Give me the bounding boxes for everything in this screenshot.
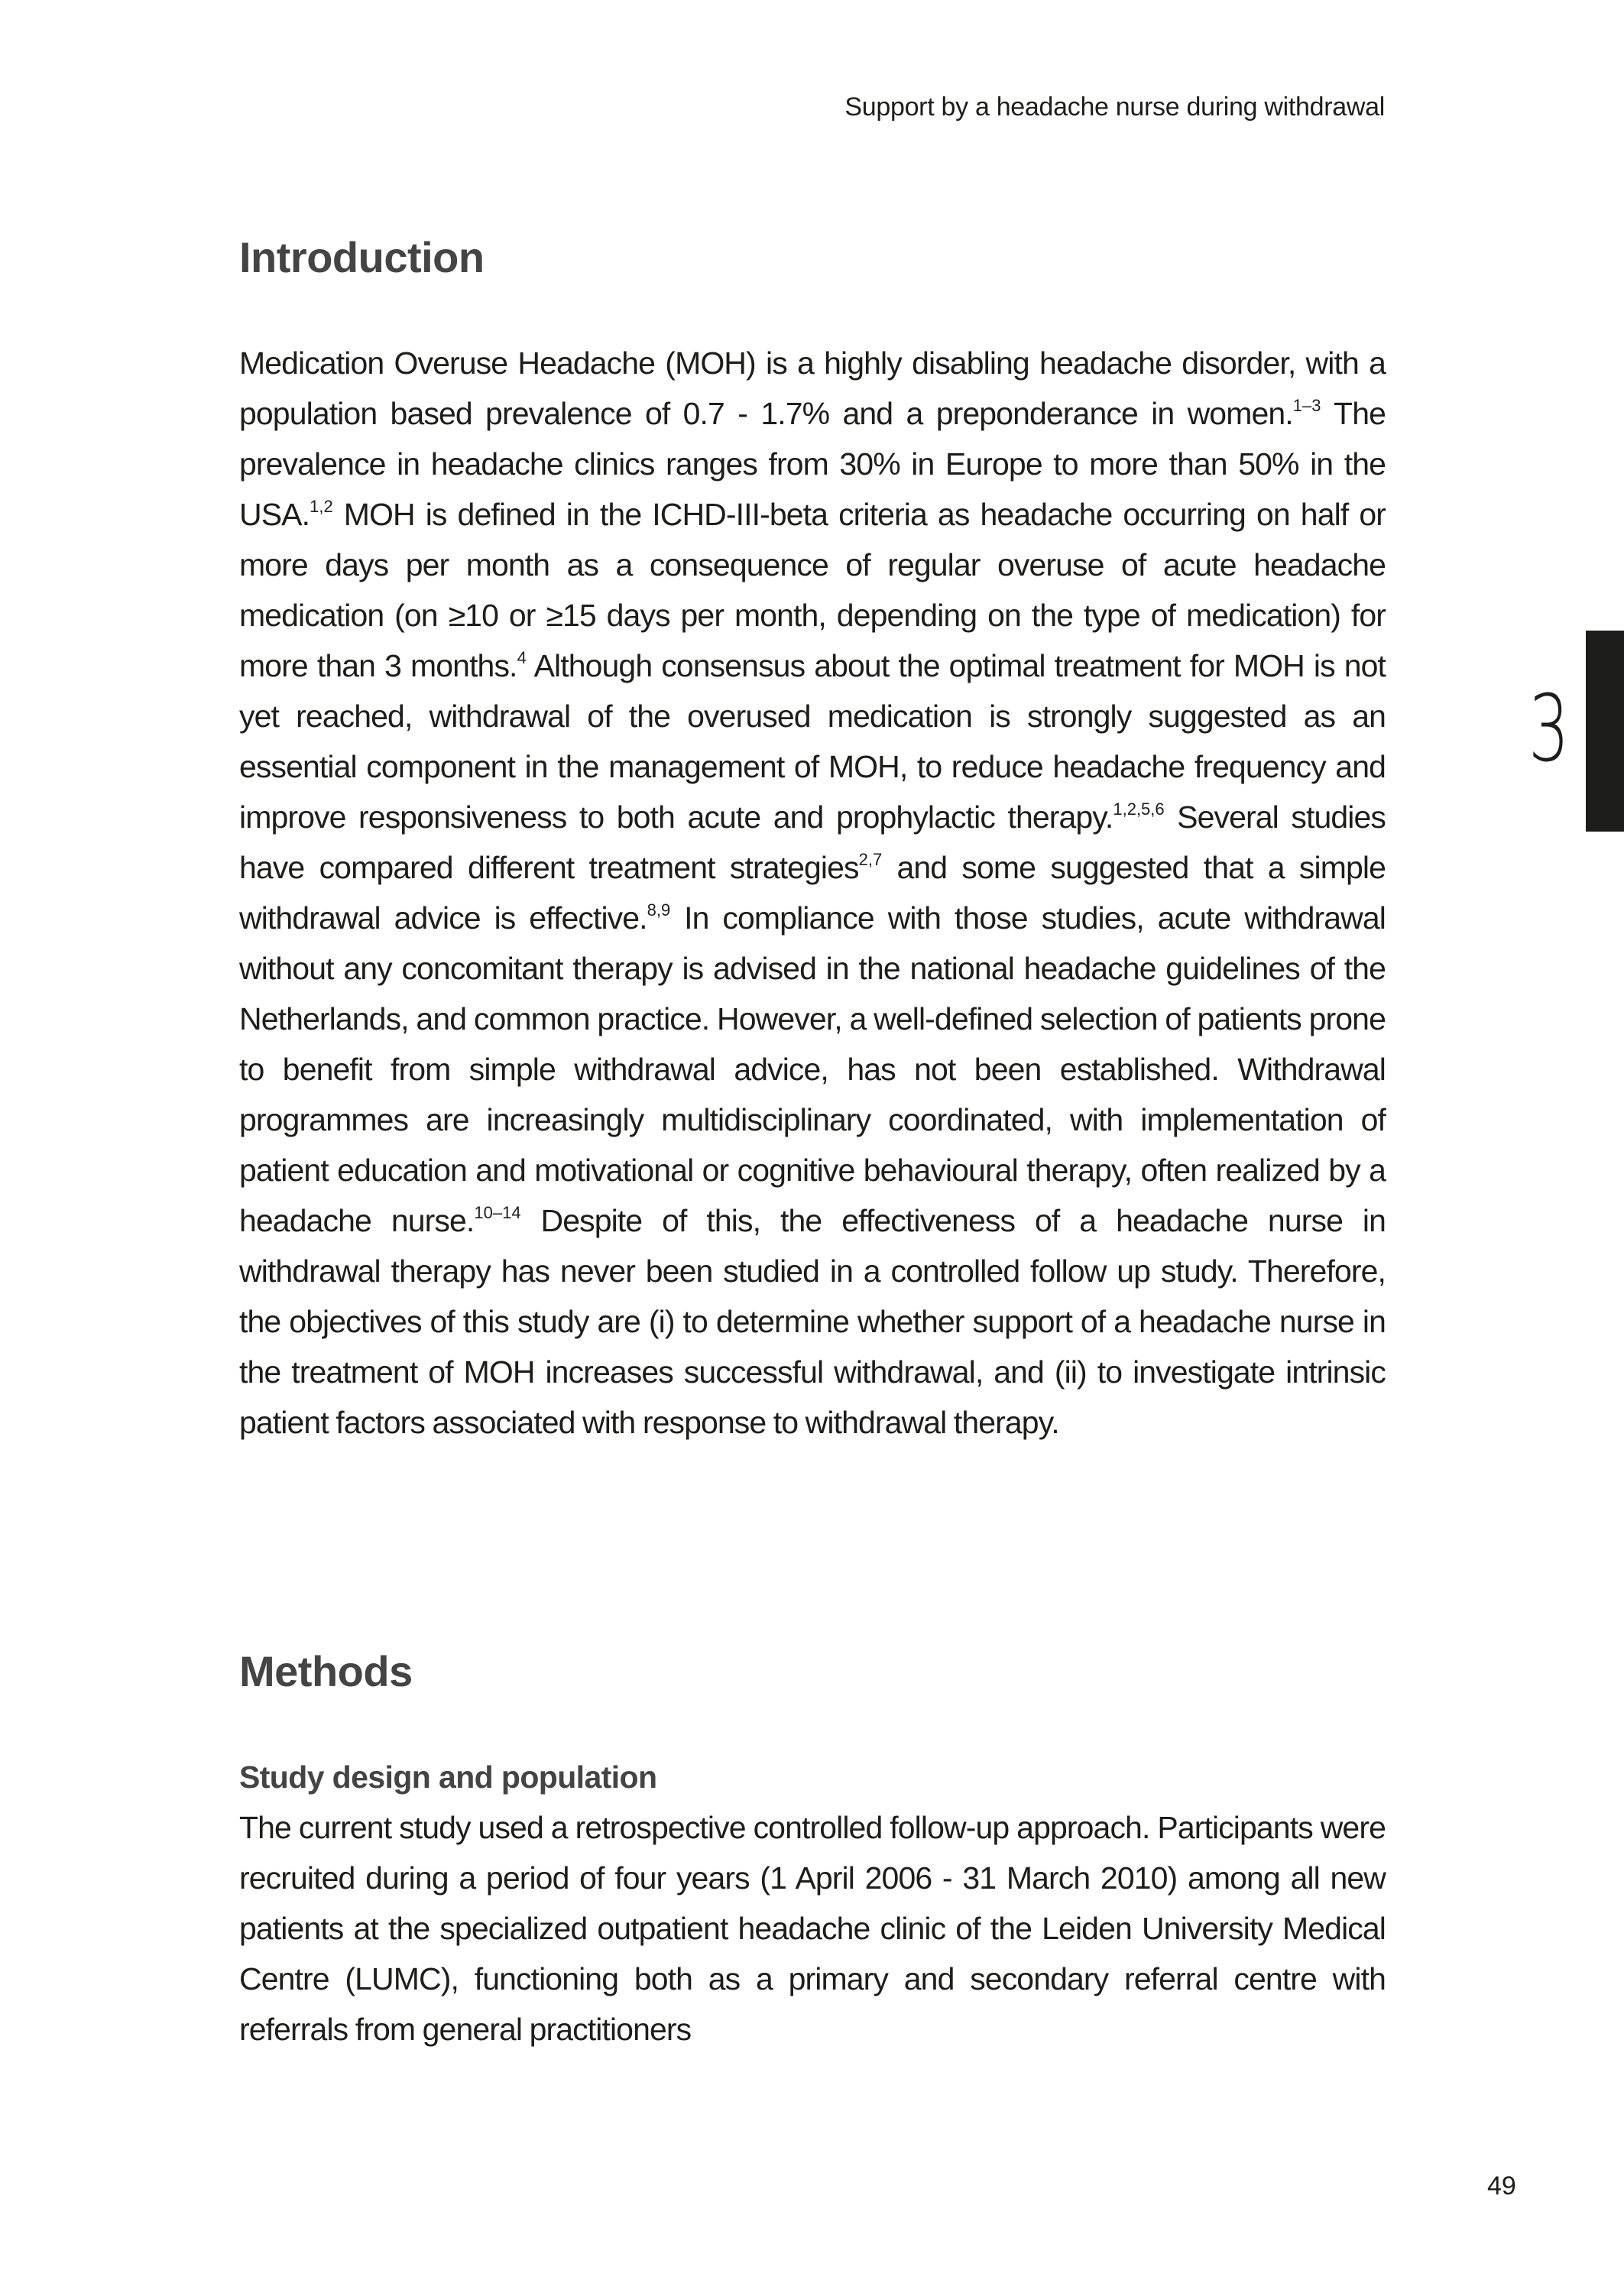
citation-superscript: 1,2	[310, 497, 333, 516]
chapter-tab-marker	[1586, 631, 1624, 832]
citation-superscript: 10–14	[474, 1203, 521, 1222]
paragraph-text: Although consensus about the optimal treatment for MOH is not yet reached, withdrawal of the overused medication is strongly suggested as an essential component in the management of MOH, to reduce headache frequency and improve responsiveness to both acute and prophylactic therapy.	[239, 648, 1386, 835]
citation-superscript: 1–3	[1292, 396, 1321, 415]
paragraph-text: Medication Overuse Headache (MOH) is a highly disabling headache disorder, with a population based prevalence of 0.7 - 1.7% and a preponderance in women.	[239, 345, 1386, 431]
citation-superscript: 2,7	[858, 850, 883, 869]
subsection-title-study-design: Study design and population	[239, 1759, 657, 1795]
paragraph-text: Despite of this, the effectiveness of a headache nurse in withdrawal therapy has never been studied in a controlled follow up study. Therefore, the objectives of this study are (i) to determine whether support of a headache nurse in the treatment of MOH increases successful withdrawal, and (ii) to investigate intrinsic patient factors associated with response to withdrawal therapy.	[239, 1203, 1386, 1440]
paragraph-text: The prevalence in headache clinics ranges from 30% in Europe to more than 50% in the USA.	[239, 396, 1386, 532]
paragraph-text: MOH is defined in the ICHD-III-beta criteria as headache occurring on half or more days per month as a consequence of regular overuse of acute headache medication (on ≥10 or ≥15 days per month, depending on the type of medication) for more than 3 months.	[239, 497, 1386, 683]
citation-superscript: 4	[517, 648, 527, 667]
citation-superscript: 8,9	[647, 900, 671, 919]
running-header: Support by a headache nurse during withdrawal	[844, 92, 1385, 122]
chapter-number: 3	[1528, 676, 1570, 783]
paragraph-text: and some suggested that a simple withdrawal advice is effective.	[239, 850, 1386, 936]
methods-paragraph: The current study used a retrospective controlled follow-up approach. Participants were recruited during a period of four years (1 April 2006 - 31 March 2010) among all new patients at the specialized outpatient headache clinic of the Leiden University Medical Centre (LUMC), functioning both as a primary and secondary referral centre with referrals from general practitioners	[239, 1810, 1386, 2047]
section-title-methods: Methods	[239, 1647, 413, 1695]
paragraph-text: In compliance with those studies, acute withdrawal without any concomitant therapy is advised in the national headache guidelines of the Netherlands, and common practice. However, a well-defined selection of patients prone to benefit from simple withdrawal advice, has not been established. Withdrawal programmes are increasingly multidisciplinary coordinated, with implementation of patient education and motivational or cognitive behavioural therapy, often realized by a headache nurse.	[239, 900, 1386, 1238]
page-number: 49	[1487, 2171, 1516, 2201]
paragraph-text: Several studies have compared different treatment strategies	[239, 799, 1386, 885]
section-title-introduction: Introduction	[239, 233, 485, 281]
citation-superscript: 1,2,5,6	[1113, 799, 1165, 819]
introduction-paragraph	[239, 338, 1386, 1448]
